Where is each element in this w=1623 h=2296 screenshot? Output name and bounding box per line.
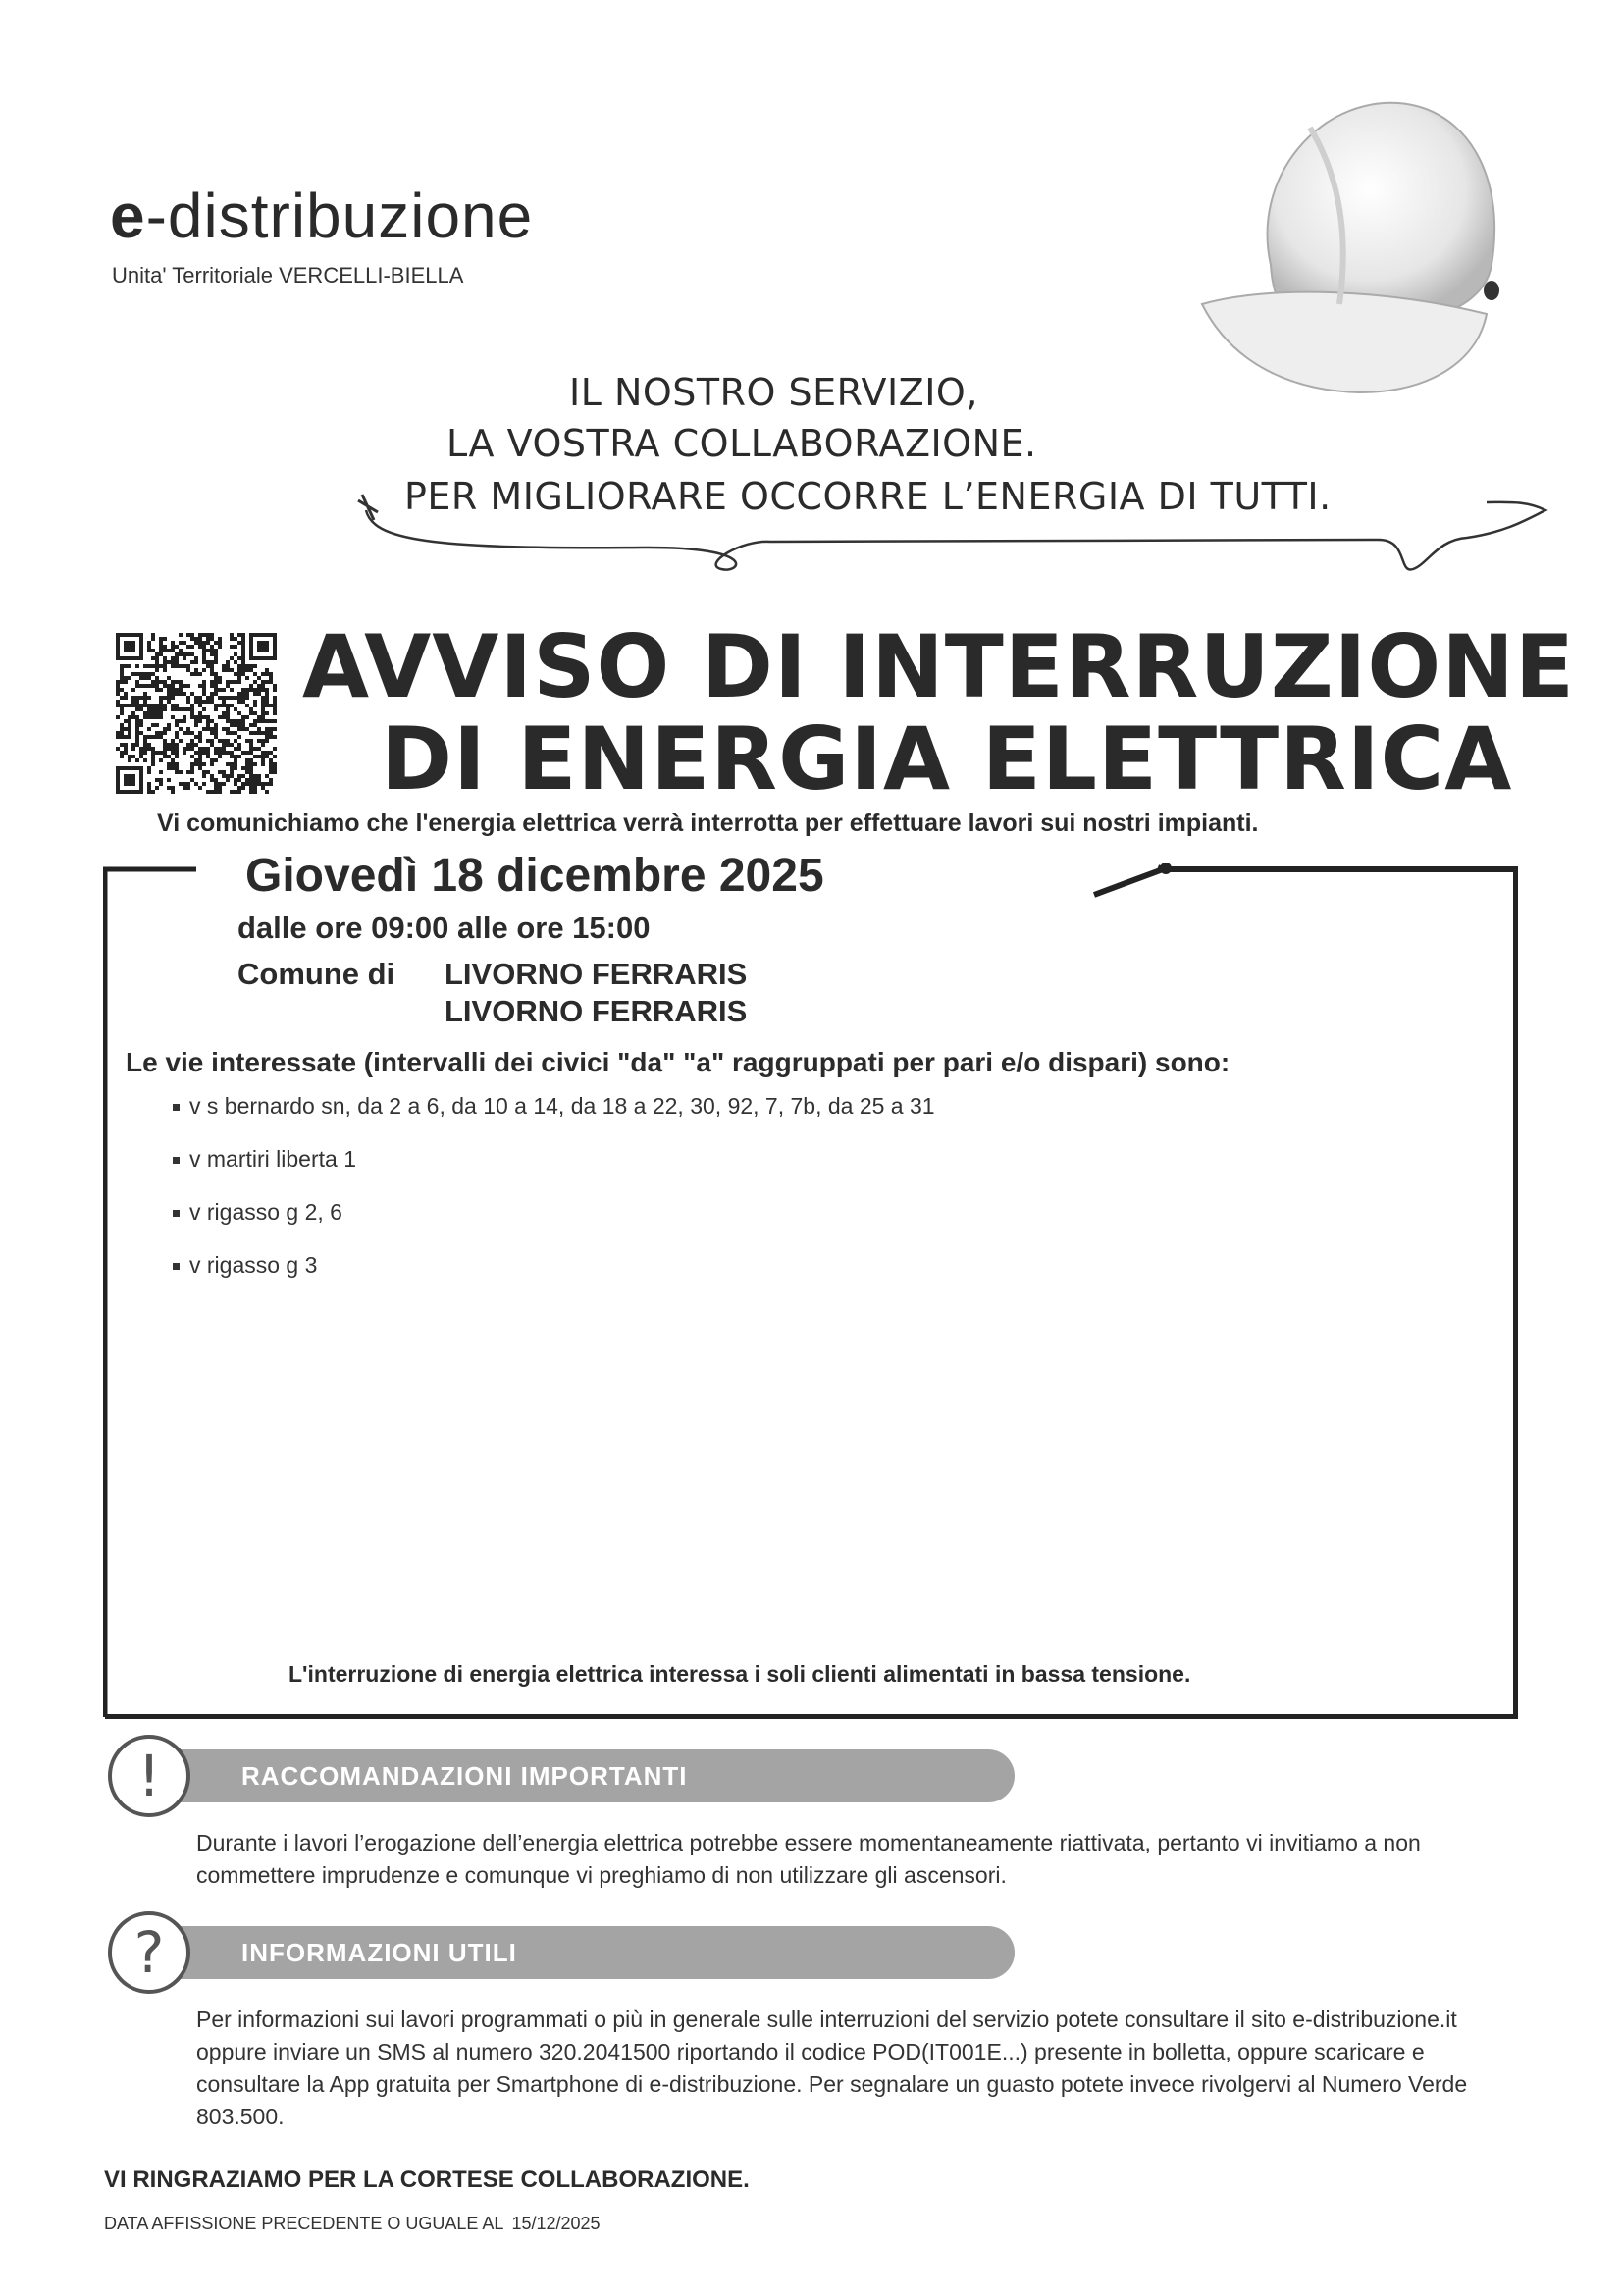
comune-name-2: LIVORNO FERRARIS	[445, 994, 748, 1028]
posting-date: 15/12/2025	[511, 2214, 601, 2233]
slogan-line-2: LA VOSTRA COLLABORAZIONE.	[446, 422, 1037, 465]
posting-date-label: DATA AFFISSIONE PRECEDENTE O UGUALE AL	[104, 2214, 504, 2233]
slogan-line-1: IL NOSTRO SERVIZIO,	[569, 371, 978, 414]
recommendations-text: Durante i lavori l’erogazione dell’energia elettrica potrebbe essere momentaneamente riattivata, pertanto vi invitiamo a non commettere imprudenze e comunque vi preghiamo di non utilizzare gli ascensori.	[196, 1830, 1421, 1888]
bullet-icon	[173, 1104, 180, 1111]
street-text: v rigasso g 3	[189, 1252, 318, 1278]
low-voltage-note: L'interruzione di energia elettrica interessa i soli clienti alimentati in bassa tensione.	[288, 1661, 1191, 1687]
bullet-icon	[173, 1210, 180, 1217]
street-text: v martiri liberta 1	[189, 1146, 356, 1172]
helmet-icon	[1192, 69, 1516, 402]
qr-code[interactable]	[116, 633, 277, 794]
street-item	[173, 1197, 935, 1250]
streets-list	[173, 1091, 935, 1303]
useful-info-text: Per informazioni sui lavori programmati o più in generale sulle interruzioni del servizio potete consultare il sito e-distribuzione.it oppure inviare un SMS al numero 320.2041500 riportando il codice POD(IT001E...) presente in bolletta, oppure scaricare e consultare la App gratuita per Smartphone di e-distribuzione. Per segnalare un guasto potete invece rivolgervi al Numero Verde 803.500.	[196, 2007, 1468, 2129]
power-cord-icon	[348, 481, 1565, 589]
street-item	[173, 1250, 935, 1303]
interruption-hours: dalle ore 09:00 alle ore 15:00	[237, 911, 651, 945]
posting-date-line	[104, 2214, 601, 2234]
streets-header: Le vie interessate (intervalli dei civici "da" "a" raggruppati per pari e/o dispari) sono:	[126, 1047, 1230, 1077]
bullet-icon	[173, 1157, 180, 1164]
notice-title-line-2: DI ENERGIA ELETTRICA	[381, 708, 1513, 809]
company-logo	[110, 181, 534, 251]
logo-text: -distribuzione	[145, 181, 534, 251]
useful-info-title: INFORMAZIONI UTILI	[241, 1938, 517, 1967]
notice-title-line-1: AVVISO DI INTERRUZIONE	[302, 616, 1575, 717]
street-text: v s bernardo sn, da 2 a 6, da 10 a 14, da 18 a 22, 30, 92, 7, 7b, da 25 a 31	[189, 1093, 935, 1119]
logo-mark: e	[110, 181, 146, 251]
recommendations-title: RACCOMANDAZIONI IMPORTANTI	[241, 1761, 688, 1791]
exclamation-icon: !	[108, 1735, 190, 1817]
interruption-date: Giovedì 18 dicembre 2025	[237, 849, 832, 903]
comune-label: Comune di	[237, 957, 395, 991]
notice-intro: Vi comunichiamo che l'energia elettrica verrà interrotta per effettuare lavori sui nostri impianti.	[157, 809, 1259, 837]
street-item	[173, 1144, 935, 1197]
street-text: v rigasso g 2, 6	[189, 1199, 342, 1225]
bullet-icon	[173, 1263, 180, 1270]
street-item	[173, 1091, 935, 1144]
thanks-message: VI RINGRAZIAMO PER LA CORTESE COLLABORAZIONE.	[104, 2166, 750, 2193]
territorial-unit: Unita' Territoriale VERCELLI-BIELLA	[112, 263, 464, 287]
slogan-line-3: PER MIGLIORARE OCCORRE L’ENERGIA DI TUTTI.	[404, 475, 1332, 518]
comune-name-1: LIVORNO FERRARIS	[445, 957, 748, 991]
question-icon: ?	[108, 1911, 190, 1994]
